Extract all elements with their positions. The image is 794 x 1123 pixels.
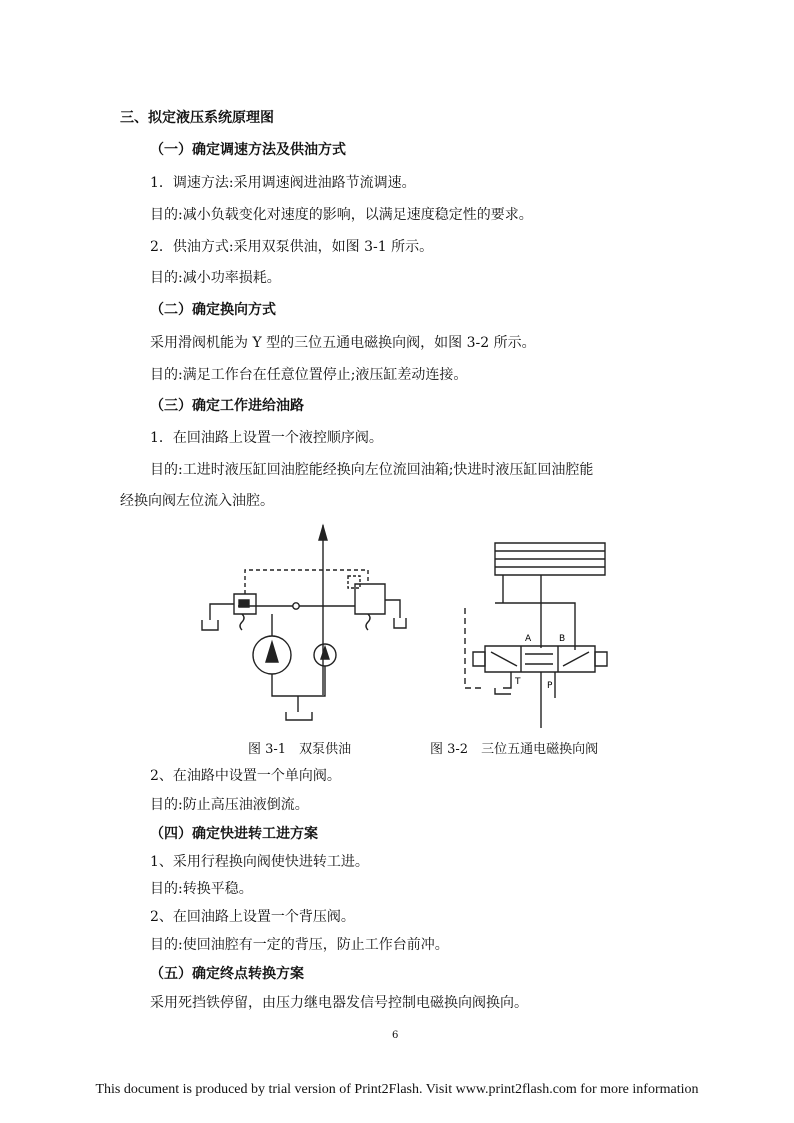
solenoid-right-icon <box>595 652 607 666</box>
heading-part2: （二）确定换向方式 <box>150 302 276 318</box>
text-line: 2、在回油路上设置一个背压阀。 <box>150 909 355 925</box>
heading-part4: （四）确定快进转工进方案 <box>150 826 318 842</box>
text-line: 经换向阀左位流入油腔。 <box>120 493 274 509</box>
heading-part1: （一）确定调速方法及供油方式 <box>150 142 346 158</box>
figure-dual-pump <box>190 520 430 735</box>
trial-footer: This document is produced by trial version of Print2Flash. Visit www.print2flash.com for more information <box>95 1082 699 1097</box>
relief-valve-right-icon <box>355 584 385 614</box>
text-line: 目的:转换平稳。 <box>150 881 253 897</box>
section-title: 三、拟定液压系统原理图 <box>120 110 274 126</box>
text-line: 采用滑阀机能为 Y 型的三位五通电磁换向阀，如图 3-2 所示。 <box>150 335 536 351</box>
figure-caption-3-1: 图 3-1 双泵供油 <box>248 742 352 757</box>
text-line: 目的:满足工作台在任意位置停止;液压缸差动连接。 <box>150 367 468 383</box>
check-point-icon <box>293 603 299 609</box>
text-line: 1．调速方法:采用调速阀进油路节流调速。 <box>150 175 416 191</box>
port-label-p: P <box>547 681 553 691</box>
figure-solenoid-valve <box>455 538 615 738</box>
port-label-t: T <box>515 677 521 687</box>
text-line: 目的:使回油腔有一定的背压，防止工作台前冲。 <box>150 937 449 953</box>
solenoid-left-icon <box>473 652 485 666</box>
text-line: 目的:工进时液压缸回油腔能经换向左位流回油箱;快进时液压缸回油腔能 <box>150 462 594 478</box>
text-line: 采用死挡铁停留，由压力继电器发信号控制电磁换向阀换向。 <box>150 995 528 1011</box>
text-line: 目的:减小负载变化对速度的影响，以满足速度稳定性的要求。 <box>150 207 533 223</box>
port-label-a: A <box>525 634 532 644</box>
heading-part3: （三）确定工作进给油路 <box>150 398 304 414</box>
figure-caption-3-2: 图 3-2 三位五通电磁换向阀 <box>430 742 599 757</box>
flow-arrow-icon <box>319 526 327 540</box>
text-line: 目的:减小功率损耗。 <box>150 270 281 286</box>
text-line: 1．在回油路上设置一个液控顺序阀。 <box>150 430 383 446</box>
valve-body-icon <box>485 646 595 672</box>
text-line: 目的:防止高压油液倒流。 <box>150 797 309 813</box>
text-line: 2．供油方式:采用双泵供油，如图 3-1 所示。 <box>150 239 434 255</box>
port-label-b: B <box>559 634 566 644</box>
page-number: 6 <box>392 1030 399 1041</box>
text-line: 1、采用行程换向阀使快进转工进。 <box>150 854 369 870</box>
heading-part5: （五）确定终点转换方案 <box>150 966 304 982</box>
text-line: 2、在油路中设置一个单向阀。 <box>150 768 341 784</box>
